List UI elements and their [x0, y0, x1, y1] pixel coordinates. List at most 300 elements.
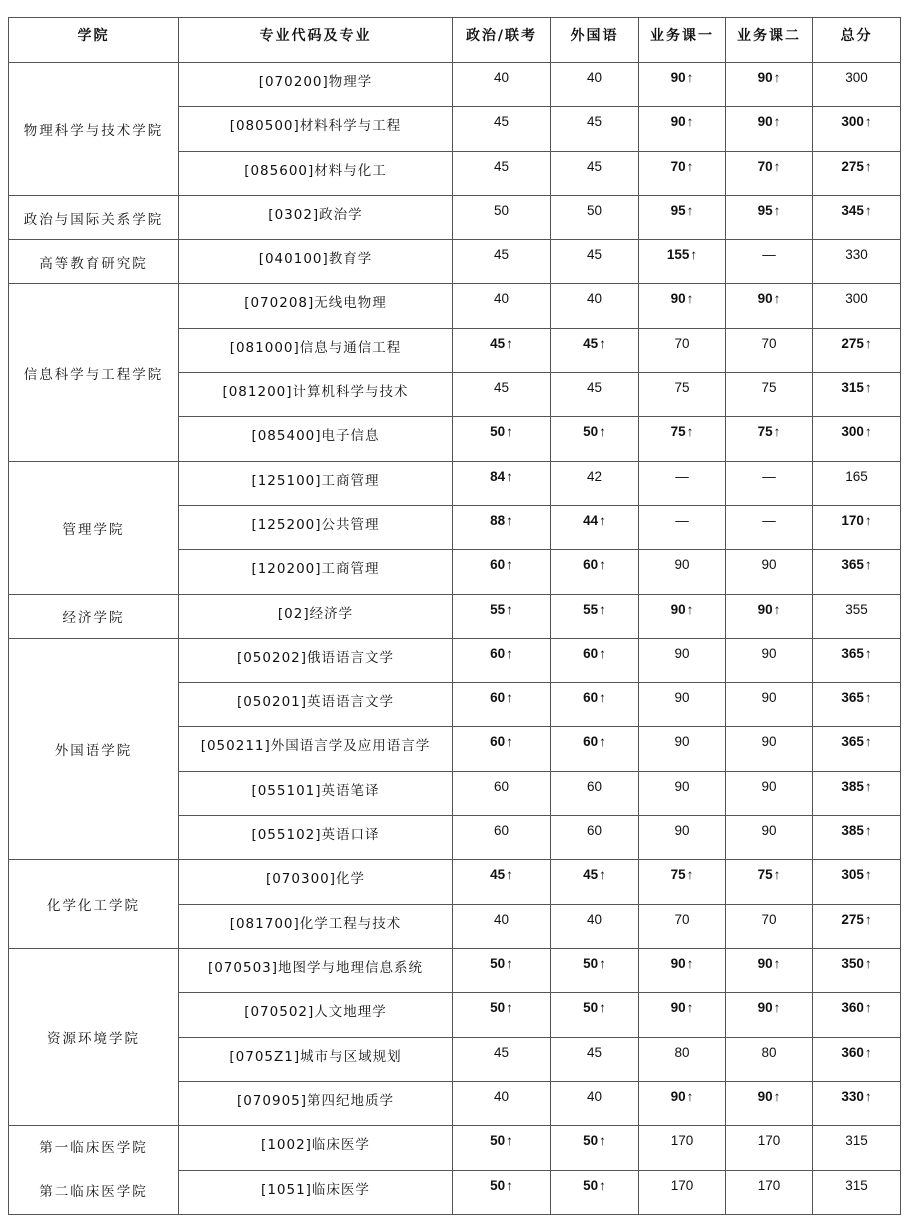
score-value: 275 [841, 158, 864, 174]
score-value: 45 [586, 247, 603, 263]
language-score-cell [551, 1037, 639, 1081]
total-score-cell [813, 107, 901, 151]
school-cell: 管理学院 [9, 461, 179, 594]
subject2-score-cell [726, 1126, 813, 1171]
score-value: 50 [583, 1177, 599, 1193]
total-score-cell [813, 328, 901, 372]
subject2-score-cell [726, 683, 813, 727]
subject1-score-cell [639, 505, 726, 549]
score-value: 70 [674, 335, 690, 351]
total-score-cell [813, 505, 901, 549]
score-value: 45 [490, 335, 506, 351]
total-score-cell [813, 993, 901, 1037]
politics-score-cell [453, 904, 551, 948]
score-value: 40 [493, 291, 510, 307]
total-score-cell [813, 727, 901, 771]
arrow-up-icon: ↑ [686, 1000, 694, 1016]
major-cell: [0705Z1]城市与区域规划 [179, 1037, 453, 1081]
subject2-score-cell [726, 240, 813, 284]
score-value: 88 [490, 512, 506, 528]
school-name: 第二临床医学院 [39, 1184, 148, 1201]
total-score-cell [813, 195, 901, 239]
school-name: 第一临床医学院 [39, 1140, 148, 1157]
header-subject1: 业务课一 [639, 18, 726, 63]
politics-score-cell [453, 461, 551, 505]
total-score-cell [813, 284, 901, 328]
score-value: 45 [493, 114, 510, 130]
subject1-score-cell [639, 63, 726, 107]
arrow-up-icon: ↑ [864, 645, 872, 661]
language-score-cell [551, 594, 639, 638]
score-value: 45 [493, 380, 510, 396]
major-cell: [02]经济学 [179, 594, 453, 638]
score-value: 360 [841, 1044, 864, 1060]
arrow-up-icon: ↑ [599, 867, 606, 883]
score-value: 50 [490, 1177, 506, 1193]
total-score-cell [813, 816, 901, 860]
arrow-up-icon: ↑ [864, 114, 872, 130]
arrow-up-icon: ↑ [686, 158, 694, 174]
language-score-cell [551, 240, 639, 284]
header-politics: 政治/联考 [453, 18, 551, 63]
total-score-cell [813, 373, 901, 417]
arrow-up-icon: ↑ [599, 690, 606, 706]
score-value: 300 [841, 424, 864, 440]
score-value: 75 [761, 380, 777, 396]
score-value: 60 [490, 734, 506, 750]
subject1-score-cell [639, 284, 726, 328]
score-value: 90 [757, 291, 773, 307]
major-cell: [1002]临床医学 [179, 1126, 453, 1171]
score-value: 40 [493, 911, 510, 927]
arrow-up-icon: ↑ [773, 70, 781, 85]
score-value: 315 [841, 380, 864, 396]
score-value: 90 [674, 557, 690, 573]
politics-score-cell [453, 727, 551, 771]
score-value: 55 [583, 601, 599, 617]
subject2-score-cell [726, 461, 813, 505]
score-value: 75 [670, 867, 686, 883]
score-value: 80 [761, 1044, 777, 1060]
score-value: 40 [586, 1088, 603, 1104]
arrow-up-icon: ↑ [686, 601, 694, 617]
score-value: 170 [841, 512, 864, 528]
score-value: 90 [761, 557, 777, 573]
score-value: 350 [841, 955, 864, 971]
subject2-score-cell [726, 594, 813, 638]
subject2-score-cell [726, 195, 813, 239]
subject2-score-cell [726, 107, 813, 151]
arrow-up-icon: ↑ [506, 512, 513, 528]
language-score-cell [551, 904, 639, 948]
language-score-cell [551, 683, 639, 727]
score-value: 60 [586, 823, 603, 839]
arrow-up-icon: ↑ [686, 424, 694, 440]
subject1-score-cell [639, 1081, 726, 1125]
score-value: — [762, 468, 776, 484]
header-school: 学院 [9, 18, 179, 63]
subject2-score-cell [726, 550, 813, 594]
arrow-up-icon: ↑ [599, 557, 606, 573]
score-value: 75 [757, 424, 773, 440]
score-value: 90 [761, 778, 777, 794]
arrow-up-icon: ↑ [599, 1000, 606, 1016]
school-cell: 物理科学与技术学院 [9, 63, 179, 196]
major-cell: [070905]第四纪地质学 [179, 1081, 453, 1125]
language-score-cell [551, 638, 639, 682]
score-value: 90 [670, 1000, 686, 1016]
total-score-cell [813, 771, 901, 815]
major-cell: [055101]英语笔译 [179, 771, 453, 815]
language-score-cell [551, 1170, 639, 1215]
politics-score-cell [453, 107, 551, 151]
subject2-score-cell [726, 771, 813, 815]
subject1-score-cell [639, 1170, 726, 1215]
subject2-score-cell [726, 328, 813, 372]
total-score-cell [813, 417, 901, 461]
table-row [9, 860, 901, 904]
subject2-score-cell [726, 727, 813, 771]
table-row [9, 638, 901, 682]
score-value: 95 [670, 202, 686, 218]
subject2-score-cell [726, 904, 813, 948]
subject1-score-cell [639, 638, 726, 682]
arrow-up-icon: ↑ [864, 955, 872, 971]
major-cell: [085400]电子信息 [179, 417, 453, 461]
score-value: 90 [757, 114, 773, 130]
score-value: 50 [583, 955, 599, 971]
subject2-score-cell [726, 948, 813, 992]
politics-score-cell [453, 948, 551, 992]
subject1-score-cell [639, 993, 726, 1037]
politics-score-cell [453, 594, 551, 638]
score-value: 40 [586, 911, 603, 927]
politics-score-cell [453, 771, 551, 815]
school-cell: 化学化工学院 [9, 860, 179, 949]
total-score-cell [813, 948, 901, 992]
score-value: 60 [490, 557, 506, 573]
score-value: 385 [841, 823, 864, 839]
language-score-cell [551, 373, 639, 417]
school-cell: 高等教育研究院 [9, 240, 179, 284]
total-score-cell [813, 240, 901, 284]
score-value: 385 [841, 778, 864, 794]
score-value: 75 [674, 380, 690, 396]
politics-score-cell [453, 63, 551, 107]
arrow-up-icon: ↑ [686, 202, 694, 218]
score-value: 60 [493, 823, 510, 839]
score-value: 45 [586, 114, 603, 130]
arrow-up-icon: ↑ [599, 424, 606, 440]
subject1-score-cell [639, 328, 726, 372]
arrow-up-icon: ↑ [864, 823, 872, 839]
arrow-up-icon: ↑ [506, 955, 513, 971]
score-value: 165 [845, 468, 868, 484]
arrow-up-icon: ↑ [599, 335, 606, 351]
school-cell: 政治与国际关系学院 [9, 195, 179, 239]
score-value: 50 [490, 1000, 506, 1016]
arrow-up-icon: ↑ [599, 601, 606, 617]
arrow-up-icon: ↑ [506, 690, 513, 706]
score-value: 84 [490, 468, 506, 484]
score-value: 90 [757, 1088, 773, 1104]
score-value: 90 [670, 291, 686, 307]
politics-score-cell [453, 1037, 551, 1081]
score-value: 70 [674, 911, 690, 927]
score-value: 90 [670, 70, 686, 85]
score-value: 365 [841, 645, 864, 661]
score-value: 45 [583, 335, 599, 351]
language-score-cell [551, 328, 639, 372]
score-value: 45 [583, 867, 599, 883]
arrow-up-icon: ↑ [506, 557, 513, 573]
politics-score-cell [453, 550, 551, 594]
major-cell: [070503]地图学与地理信息系统 [179, 948, 453, 992]
score-value: 90 [757, 1000, 773, 1016]
score-value: 60 [583, 734, 599, 750]
language-score-cell [551, 284, 639, 328]
score-value: 45 [586, 380, 603, 396]
header-language: 外国语 [551, 18, 639, 63]
language-score-cell [551, 771, 639, 815]
score-value: 40 [586, 291, 603, 307]
major-cell: [050211]外国语言学及应用语言学 [179, 727, 453, 771]
major-cell: [055102]英语口译 [179, 816, 453, 860]
score-value: 60 [490, 645, 506, 661]
table-body [9, 63, 901, 1215]
subject1-score-cell [639, 195, 726, 239]
language-score-cell [551, 151, 639, 195]
score-value: 70 [761, 911, 777, 927]
score-value: 45 [493, 158, 510, 174]
score-value: 80 [674, 1044, 690, 1060]
score-value: 90 [761, 823, 777, 839]
score-value: 44 [583, 512, 599, 528]
major-cell: [120200]工商管理 [179, 550, 453, 594]
school-cell: 外国语学院 [9, 638, 179, 859]
arrow-up-icon: ↑ [773, 601, 781, 617]
score-value: 50 [490, 955, 506, 971]
total-score-cell [813, 594, 901, 638]
score-value: 45 [586, 1044, 603, 1060]
subject1-score-cell [639, 417, 726, 461]
politics-score-cell [453, 1126, 551, 1171]
arrow-up-icon: ↑ [864, 867, 872, 883]
subject1-score-cell [639, 1126, 726, 1171]
subject1-score-cell [639, 904, 726, 948]
arrow-up-icon: ↑ [773, 114, 781, 130]
subject1-score-cell [639, 816, 726, 860]
major-cell: [125200]公共管理 [179, 505, 453, 549]
language-score-cell [551, 417, 639, 461]
major-cell: [081700]化学工程与技术 [179, 904, 453, 948]
arrow-up-icon: ↑ [864, 557, 872, 573]
subject1-score-cell [639, 461, 726, 505]
subject1-score-cell [639, 727, 726, 771]
table-row [9, 195, 901, 239]
arrow-up-icon: ↑ [773, 202, 781, 218]
subject1-score-cell [639, 240, 726, 284]
subject1-score-cell [639, 373, 726, 417]
arrow-up-icon: ↑ [864, 335, 872, 351]
score-value: 300 [845, 70, 868, 85]
score-table [8, 17, 901, 1215]
language-score-cell [551, 993, 639, 1037]
total-score-cell [813, 550, 901, 594]
arrow-up-icon: ↑ [599, 1133, 606, 1149]
header-major: 专业代码及专业 [179, 18, 453, 63]
score-value: 90 [757, 70, 773, 85]
score-value: 170 [670, 1177, 694, 1193]
score-value: 365 [841, 557, 864, 573]
arrow-up-icon: ↑ [506, 468, 513, 484]
arrow-up-icon: ↑ [506, 645, 513, 661]
header-row [9, 18, 901, 63]
arrow-up-icon: ↑ [599, 645, 606, 661]
politics-score-cell [453, 373, 551, 417]
politics-score-cell [453, 240, 551, 284]
arrow-up-icon: ↑ [864, 690, 872, 706]
header-subject2: 业务课二 [726, 18, 813, 63]
total-score-cell [813, 904, 901, 948]
score-value: 90 [674, 645, 690, 661]
score-value: 42 [586, 468, 603, 484]
score-value: 70 [761, 335, 777, 351]
arrow-up-icon: ↑ [506, 424, 513, 440]
score-value: 60 [493, 778, 510, 794]
subject2-score-cell [726, 505, 813, 549]
subject2-score-cell [726, 1170, 813, 1215]
arrow-up-icon: ↑ [506, 1000, 513, 1016]
score-value: 95 [757, 202, 773, 218]
major-cell: [125100]工商管理 [179, 461, 453, 505]
subject1-score-cell [639, 771, 726, 815]
table-row [9, 63, 901, 107]
politics-score-cell [453, 505, 551, 549]
score-value: 60 [583, 557, 599, 573]
subject1-score-cell [639, 107, 726, 151]
score-value: 50 [490, 1133, 506, 1149]
score-value: 365 [841, 690, 864, 706]
score-value: 90 [674, 734, 690, 750]
total-score-cell [813, 860, 901, 904]
score-value: 330 [841, 1088, 864, 1104]
arrow-up-icon: ↑ [686, 867, 694, 883]
score-value: 60 [490, 690, 506, 706]
total-score-cell [813, 1126, 901, 1171]
score-value: 300 [841, 114, 864, 130]
score-value: 330 [845, 247, 868, 263]
major-cell: [080500]材料科学与工程 [179, 107, 453, 151]
major-cell: [081200]计算机科学与技术 [179, 373, 453, 417]
subject1-score-cell [639, 550, 726, 594]
score-value: 75 [670, 424, 686, 440]
total-score-cell [813, 1081, 901, 1125]
subject1-score-cell [639, 860, 726, 904]
arrow-up-icon: ↑ [773, 424, 781, 440]
subject1-score-cell [639, 594, 726, 638]
arrow-up-icon: ↑ [506, 734, 513, 750]
score-value: 40 [586, 70, 603, 85]
score-value: 360 [841, 1000, 864, 1016]
score-value: 45 [586, 158, 603, 174]
table-row [9, 1126, 901, 1171]
table-header [9, 18, 901, 63]
table-row [9, 240, 901, 284]
major-cell: [081000]信息与通信工程 [179, 328, 453, 372]
major-cell: [040100]教育学 [179, 240, 453, 284]
arrow-up-icon: ↑ [864, 1088, 872, 1104]
arrow-up-icon: ↑ [864, 202, 872, 218]
score-value: 315 [845, 1133, 868, 1149]
arrow-up-icon: ↑ [506, 867, 513, 883]
score-value: 155 [666, 247, 690, 263]
subject2-score-cell [726, 993, 813, 1037]
total-score-cell [813, 683, 901, 727]
arrow-up-icon: ↑ [506, 1133, 513, 1149]
score-value: 305 [841, 867, 864, 883]
politics-score-cell [453, 816, 551, 860]
arrow-up-icon: ↑ [773, 158, 781, 174]
subject2-score-cell [726, 1037, 813, 1081]
politics-score-cell [453, 993, 551, 1037]
score-value: — [675, 468, 689, 484]
arrow-up-icon: ↑ [599, 955, 606, 971]
politics-score-cell [453, 417, 551, 461]
score-value: — [762, 247, 776, 263]
score-value: — [675, 512, 689, 528]
arrow-up-icon: ↑ [864, 512, 872, 528]
arrow-up-icon: ↑ [773, 1000, 781, 1016]
subject2-score-cell [726, 1081, 813, 1125]
score-value: 70 [757, 158, 773, 174]
score-value: 170 [670, 1133, 694, 1149]
arrow-up-icon: ↑ [599, 734, 606, 750]
score-value: 90 [670, 955, 686, 971]
score-value: 345 [841, 202, 864, 218]
score-value: 90 [670, 601, 686, 617]
subject2-score-cell [726, 638, 813, 682]
major-cell: [050201]英语语言文学 [179, 683, 453, 727]
language-score-cell [551, 505, 639, 549]
score-value: 75 [757, 867, 773, 883]
language-score-cell [551, 948, 639, 992]
politics-score-cell [453, 638, 551, 682]
politics-score-cell [453, 151, 551, 195]
politics-score-cell [453, 1170, 551, 1215]
score-value: 40 [493, 1088, 510, 1104]
subject2-score-cell [726, 816, 813, 860]
politics-score-cell [453, 195, 551, 239]
major-cell: [070200]物理学 [179, 63, 453, 107]
score-value: 60 [586, 778, 603, 794]
table-row [9, 284, 901, 328]
score-value: 50 [493, 202, 510, 218]
language-score-cell [551, 461, 639, 505]
language-score-cell [551, 107, 639, 151]
total-score-cell [813, 461, 901, 505]
arrow-up-icon: ↑ [599, 512, 606, 528]
major-cell: [050202]俄语语言文学 [179, 638, 453, 682]
score-value: 50 [583, 1000, 599, 1016]
subject1-score-cell [639, 151, 726, 195]
language-score-cell [551, 550, 639, 594]
score-value: 275 [841, 335, 864, 351]
arrow-up-icon: ↑ [506, 1177, 513, 1193]
score-value: 90 [761, 645, 777, 661]
score-value: 90 [674, 823, 690, 839]
score-value: 170 [757, 1133, 781, 1149]
